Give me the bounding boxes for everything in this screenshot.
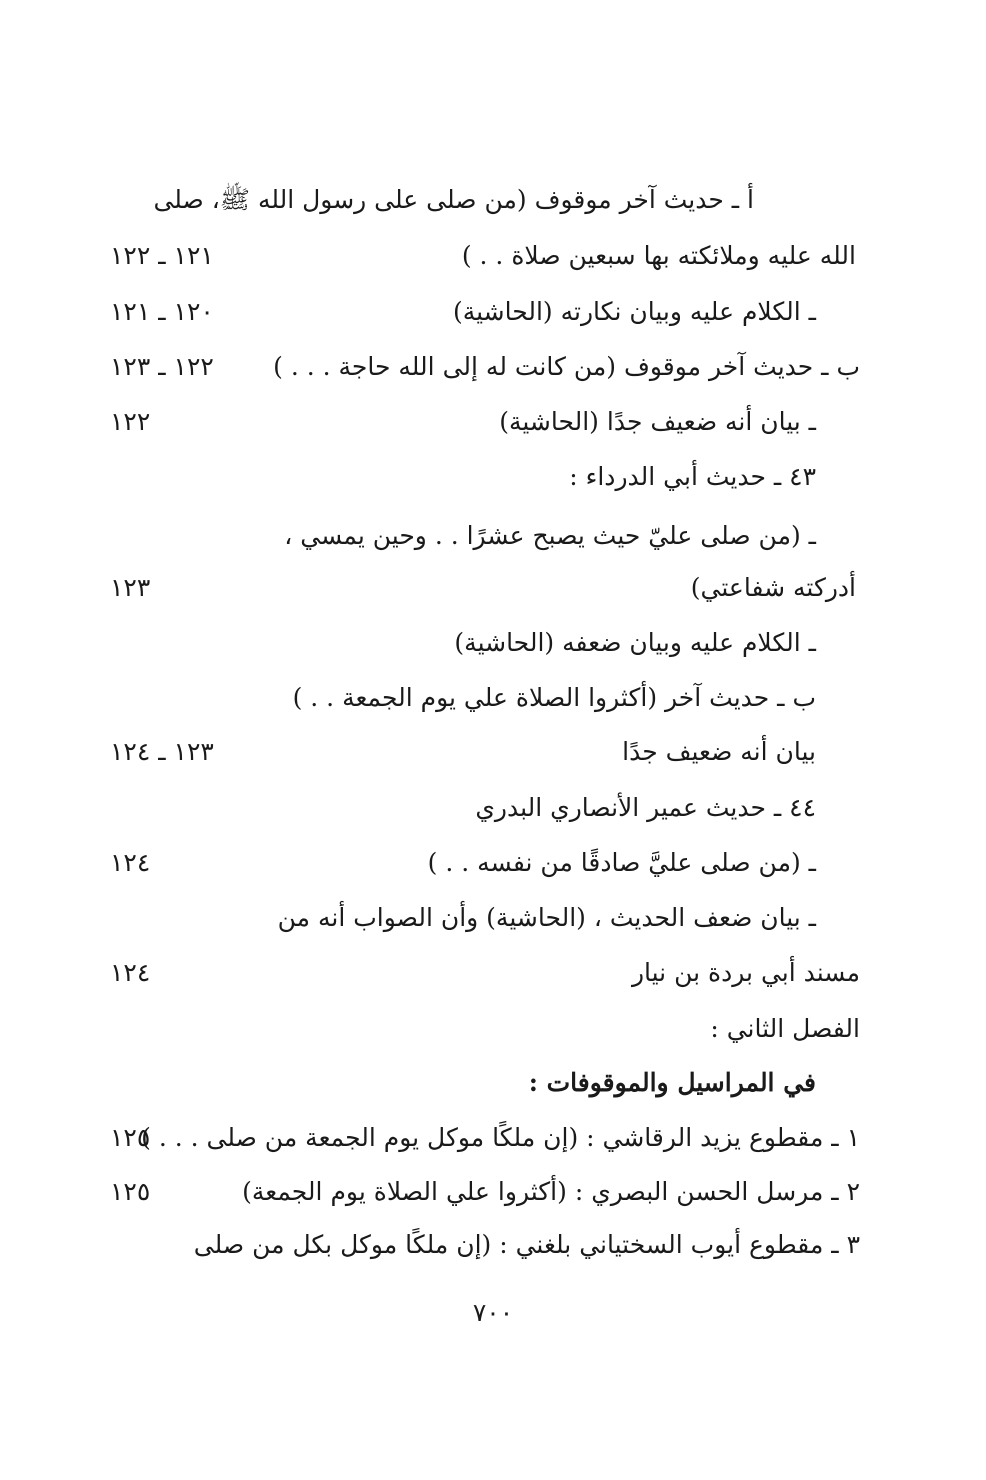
entry-text: أ ـ حديث آخر موقوف (من صلى على رسول الله ﷺ، صلى bbox=[153, 185, 754, 214]
entry-page-range: ١٢٣ bbox=[110, 573, 151, 602]
entry-text: ب ـ حديث آخر (أكثروا الصلاة علي يوم الجمعة . . ) bbox=[292, 683, 816, 712]
entry-text: ـ (من صلى عليّ حيث يصبح عشرًا . . وحين يمسي ، bbox=[284, 521, 816, 550]
entry-page-range: ١٢٣ ـ ١٢٤ bbox=[110, 737, 214, 766]
entry-text: ـ الكلام عليه وبيان ضعفه (الحاشية) bbox=[454, 628, 816, 657]
entry-page-range: ١٢٤ bbox=[110, 848, 151, 877]
entry-page-range: ١٢٠ ـ ١٢١ bbox=[110, 297, 214, 326]
entry-text: ـ (من صلى عليَّ صادقًا من نفسه . . ) bbox=[427, 848, 816, 877]
entry-text: ١ ـ مقطوع يزيد الرقاشي : (إن ملكًا موكل يوم الجمعة من صلى . . . ) bbox=[141, 1123, 860, 1152]
entry-text: ـ بيان ضعف الحديث ، (الحاشية) وأن الصواب أنه من bbox=[277, 903, 816, 932]
chapter-heading: الفصل الثاني : bbox=[710, 1014, 860, 1043]
entry-text: ب ـ حديث آخر موقوف (من كانت له إلى الله حاجة . . . ) bbox=[273, 352, 860, 381]
entry-page-range: ١٢٤ bbox=[110, 958, 151, 987]
entry-text: ـ الكلام عليه وبيان نكارته (الحاشية) bbox=[452, 297, 816, 326]
entry-page-range: ١٢٢ bbox=[110, 407, 151, 436]
entry-page-range: ١٢١ ـ ١٢٢ bbox=[110, 241, 214, 270]
page-number: ٧٠٠ bbox=[472, 1298, 514, 1327]
entry-text: مسند أبي بردة بن نيار bbox=[631, 958, 860, 987]
section-heading: ٤٣ ـ حديث أبي الدرداء : bbox=[569, 462, 816, 491]
section-heading: ٤٤ ـ حديث عمير الأنصاري البدري bbox=[475, 793, 816, 822]
entry-text: بيان أنه ضعيف جدًا bbox=[622, 737, 816, 766]
entry-text: أدركته شفاعتي) bbox=[690, 573, 856, 602]
entry-page-range: ١٢٢ ـ ١٢٣ bbox=[110, 352, 214, 381]
entry-text: ٢ ـ مرسل الحسن البصري : (أكثروا علي الصلاة يوم الجمعة) bbox=[242, 1177, 860, 1206]
entry-text: ٣ ـ مقطوع أيوب السختياني بلغني : (إن ملكًا موكل بكل من صلى bbox=[193, 1230, 860, 1259]
chapter-subheading: في المراسيل والموقوفات : bbox=[528, 1068, 816, 1097]
entry-page-range: ١٢٥ bbox=[110, 1177, 151, 1206]
entry-page-range: ١٢٥ bbox=[110, 1123, 151, 1152]
entry-text: الله عليه وملائكته بها سبعين صلاة . . ) bbox=[461, 241, 856, 270]
entry-text: ـ بيان أنه ضعيف جدًا (الحاشية) bbox=[499, 407, 816, 436]
